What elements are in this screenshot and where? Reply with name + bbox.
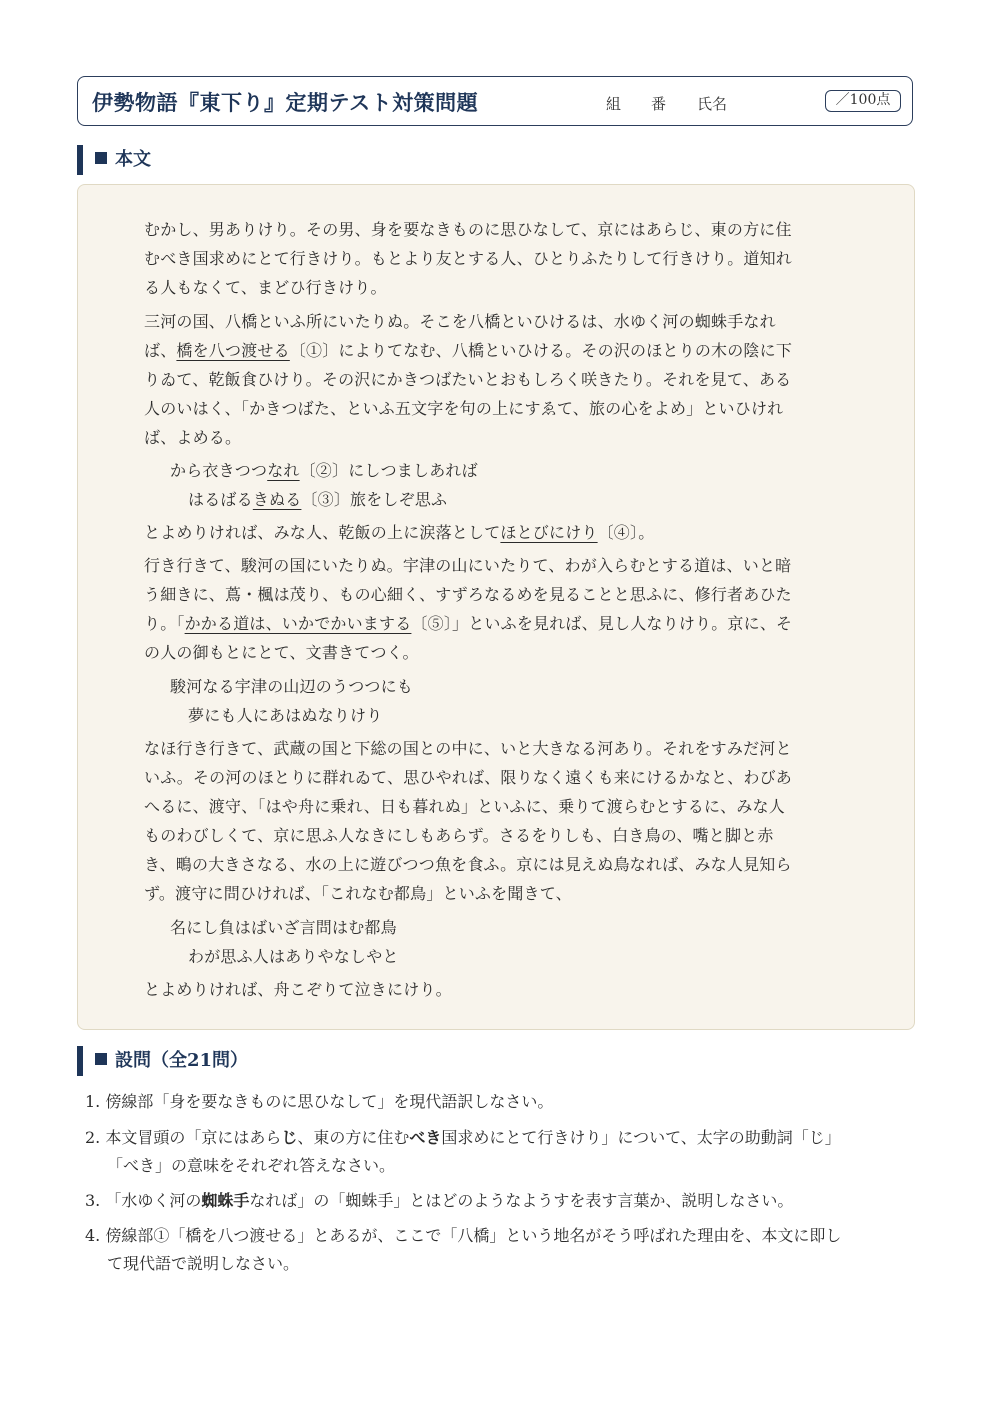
underline-3: きぬる — [252, 490, 302, 509]
question-text: 「水ゆく河の — [105, 1191, 202, 1210]
square-bullet-icon — [95, 152, 107, 164]
text-line: 三河の国、八橋といふ所にいたりぬ。そこを八橋といひけるは、水ゆく河の蜘蛛手なれ — [144, 312, 776, 331]
text-section-heading — [77, 145, 151, 175]
question-number: 4. — [85, 1226, 101, 1245]
question-4-continued: て現代語で説明しなさい。 — [107, 1254, 300, 1273]
bold-term: じ — [281, 1128, 298, 1147]
score-box: ／100点 — [825, 90, 901, 112]
question-2-continued: 「べき」の意味をそれぞれ答えなさい。 — [107, 1156, 396, 1175]
text-line — [144, 338, 792, 361]
question-number: 3. — [85, 1191, 101, 1210]
question-2 — [85, 1125, 841, 1148]
text-line: 人のいはく、「かきつばた、といふ五文字を句の上にすゑて、旅の心をよめ」といひけれ — [144, 399, 784, 418]
class-label: 組 — [606, 95, 622, 113]
text-line — [144, 611, 792, 634]
poem-line — [188, 487, 447, 510]
poem-line: わが思ふ人はありやなしやと — [188, 947, 399, 966]
bold-term: 蜘蛛手 — [201, 1191, 250, 1210]
question-text: 傍線部「身を要なきものに思ひなして」を現代語訳しなさい。 — [105, 1092, 554, 1111]
text-line: へるに、渡守、「はや舟に乗れ、日も暮れぬ」といふに、乗りて渡らむとするに、みな人 — [144, 797, 785, 816]
underline-4: ほとびにけり — [500, 523, 598, 542]
question-number: 2. — [85, 1128, 101, 1147]
text-box — [77, 184, 915, 1030]
text-segment: 〔③〕旅をしぞ思ふ — [301, 490, 448, 509]
poem-line: 名にし負はばいざ言問はむ都鳥 — [170, 918, 397, 937]
poem-line: 駿河なる宇津の山辺のうつつにも — [170, 677, 414, 696]
text-segment: から衣きつつ — [170, 461, 268, 480]
text-line: ば、よめる。 — [144, 428, 242, 447]
questions-section-heading-label: 設問（全21問） — [115, 1050, 249, 1071]
text-line: き、鴫の大きさなる、水の上に遊びつつ魚を食ふ。京には見えぬ鳥なれば、みな人見知ら — [144, 855, 792, 874]
questions-section-heading — [77, 1046, 248, 1076]
text-line: う細きに、蔦・楓は茂り、もの心細く、すずろなるめを見ることと思ふに、修行者あひた — [144, 585, 792, 604]
text-line: ず。渡守に問ひければ、「これなむ都鳥」といふを聞きて、 — [144, 884, 572, 903]
test-title: 伊勢物語『東下り』定期テスト対策問題 — [92, 90, 479, 115]
question-text: 本文冒頭の「京にはあら — [105, 1128, 282, 1147]
question-text: 国求めにとて行きけり」について、太字の助動詞「じ」 — [441, 1128, 841, 1147]
text-segment: 〔②〕にしつましあれば — [299, 461, 478, 480]
square-bullet-icon — [95, 1053, 107, 1065]
text-section-heading-label: 本文 — [115, 149, 151, 170]
text-segment: り。「 — [144, 614, 185, 633]
text-segment: ば、 — [144, 341, 177, 360]
test-header — [77, 76, 913, 126]
bold-term: べき — [409, 1128, 442, 1147]
text-segment: はるばる — [188, 490, 253, 509]
question-3 — [85, 1188, 793, 1211]
underline-1: 橋を八つ渡せる — [176, 341, 290, 360]
question-number: 1. — [85, 1092, 101, 1111]
underline-5: かかる道は、いかでかいまする — [184, 614, 412, 633]
underline-2: なれ — [267, 461, 300, 480]
text-line: 行き行きて、駿河の国にいたりぬ。宇津の山にいたりて、わが入らむとする道は、いと暗 — [144, 556, 792, 575]
text-line: ものわびしくて、京に思ふ人なきにしもあらず。さるをりしも、白き鳥の、嘴と脚と赤 — [144, 826, 774, 845]
poem-line — [170, 458, 478, 481]
question-text: 傍線部①「橋を八つ渡せる」とあるが、ここで「八橋」という地名がそう呼ばれた理由を、本文に即し — [105, 1226, 842, 1245]
text-line: むべき国求めにとて行きけり。もとより友とする人、ひとりふたりして行きけり。道知れ — [144, 249, 793, 268]
name-label: 氏名 — [697, 95, 728, 113]
text-segment: 〔④〕。 — [597, 523, 655, 542]
text-line: むかし、男ありけり。その男、身を要なきものに思ひなして、京にはあらじ、東の方に住 — [144, 220, 792, 239]
question-1 — [85, 1089, 553, 1112]
text-line: いふ。その河のほとりに群れゐて、思ひやれば、限りなく遠くも来にけるかなと、わびあ — [144, 768, 793, 787]
text-line: りゐて、乾飯食ひけり。その沢にかきつばたいとおもしろく咲きたり。それを見て、ある — [144, 370, 792, 389]
question-4 — [85, 1223, 841, 1246]
number-label: 番 — [651, 95, 667, 113]
text-line: る人もなくて、まどひ行きけり。 — [144, 278, 387, 297]
text-line — [144, 520, 654, 543]
text-line: なほ行き行きて、武蔵の国と下総の国との中に、いと大きなる河あり。それをすみだ河と — [144, 739, 792, 758]
text-segment: 〔①〕によりてなむ、八橋といひける。その沢のほとりの木の陰に下 — [289, 341, 793, 360]
text-segment: とよめりければ、みな人、乾飯の上に涙落として — [144, 523, 501, 542]
question-text: 、東の方に住む — [297, 1128, 410, 1147]
poem-line: 夢にも人にあはぬなりけり — [188, 706, 383, 725]
question-text: なれば」の「蜘蛛手」とはどのようなようすを表す言葉か、説明しなさい。 — [249, 1191, 794, 1210]
text-segment: 〔⑤〕」といふを見れば、見し人なりけり。京に、そ — [411, 614, 793, 633]
text-line: とよめりければ、舟こぞりて泣きにけり。 — [144, 980, 452, 999]
text-line: の人の御もとにとて、文書きてつく。 — [144, 643, 419, 662]
